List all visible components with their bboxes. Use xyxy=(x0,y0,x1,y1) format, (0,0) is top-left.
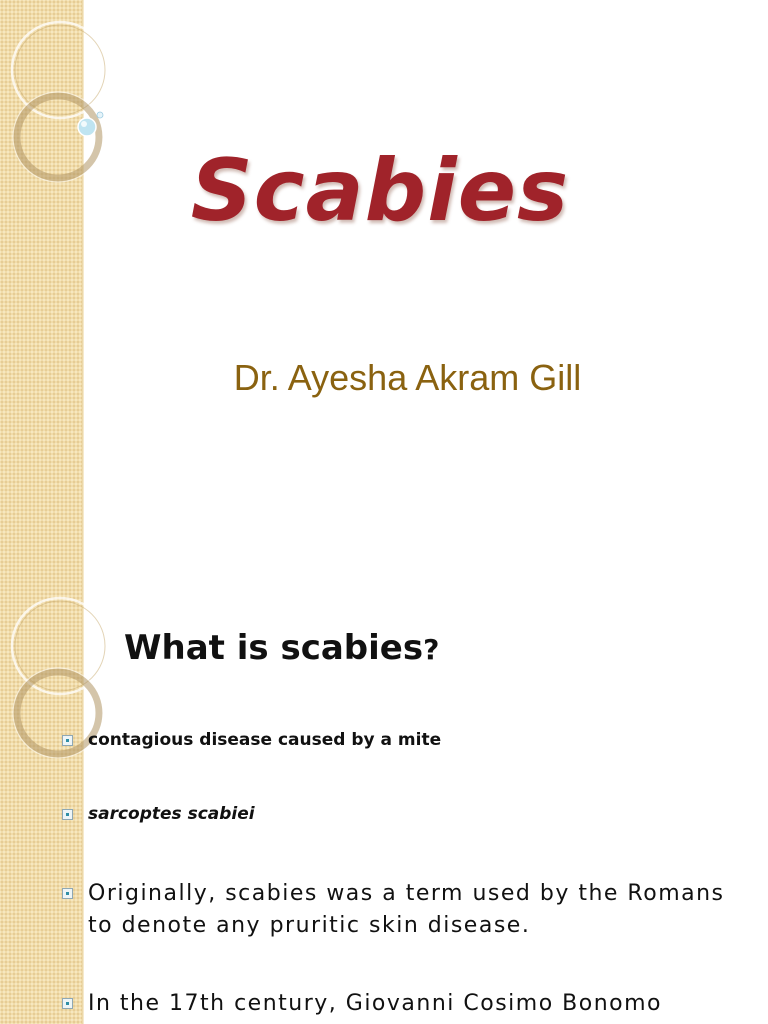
slide-subtitle-author: Dr. Ayesha Akram Gill xyxy=(233,357,582,398)
square-bullet-icon xyxy=(62,888,73,899)
slide-title: Scabies xyxy=(190,141,570,241)
slide-heading xyxy=(124,628,440,668)
square-bullet-icon xyxy=(62,998,73,1009)
square-bullet-icon xyxy=(62,735,73,746)
bullet-text: sarcoptes scabiei xyxy=(88,804,255,824)
content-slide xyxy=(0,576,768,1024)
heading-text: What is scabies xyxy=(124,628,424,668)
bullet-text: contagious disease caused by a mite xyxy=(88,730,442,750)
bullet-text: In the 17th century, Giovanni Cosimo Bonomo xyxy=(88,991,663,1016)
heading-question-mark: ? xyxy=(423,633,440,666)
square-bullet-icon xyxy=(62,809,73,820)
bullet-text: Originally, scabies was a term used by the Romans to denote any pruritic skin disease. xyxy=(88,881,725,938)
